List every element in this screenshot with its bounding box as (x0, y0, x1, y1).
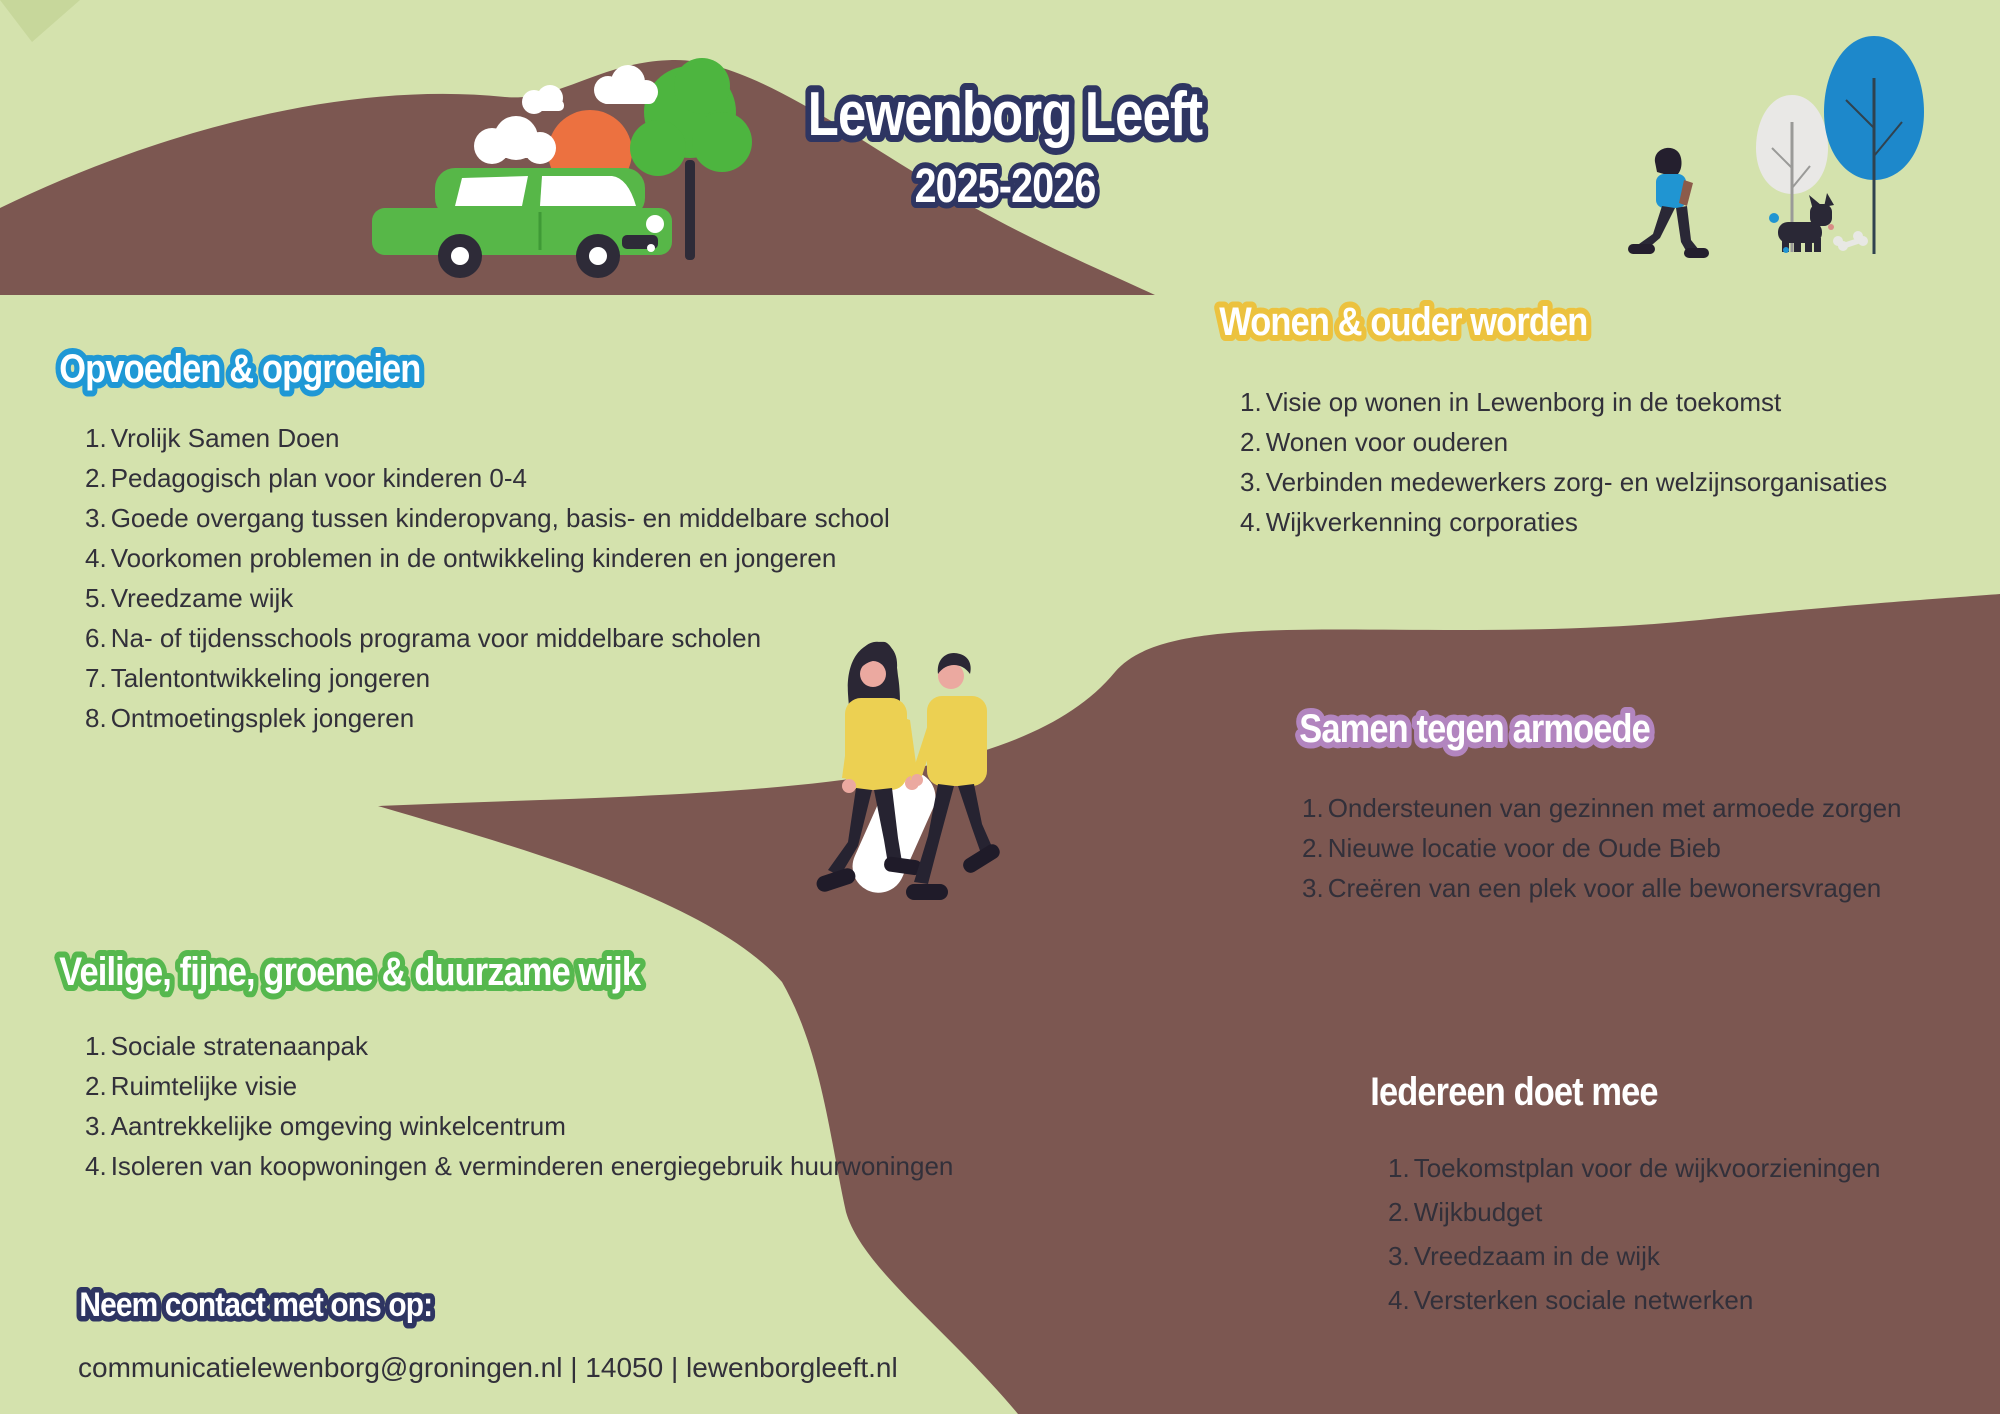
list-item: Vreedzaam in de wijk (1413, 1241, 1660, 1271)
panel-heading-wijk: Veilige, fijne, groene & duurzame wijk (59, 948, 641, 994)
walker-scene (1620, 20, 2000, 260)
list-item: Voorkomen problemen in de ontwikkeling kinderen en jongeren (110, 543, 837, 573)
list-item: Toekomstplan voor de wijkvoorzieningen (1413, 1153, 1881, 1183)
items-list-iedereen (1388, 1146, 1988, 1322)
panel-heading-wonen: Wonen & ouder worden (1219, 298, 1588, 344)
bone-icon (1833, 231, 1868, 251)
list-item: Visie op wonen in Lewenborg in de toekomst (1265, 387, 1782, 417)
list-item: Wijkverkenning corporaties (1265, 507, 1578, 537)
contact-info: communicatielewenborg@groningen.nl | 14050 | lewenborgleeft.nl (78, 1352, 898, 1383)
list-item: Versterken sociale netwerken (1413, 1285, 1754, 1315)
speech-tail (0, 0, 80, 42)
panel-heading-opvoeden: Opvoeden & opgroeien (59, 345, 421, 391)
list-item: Vrolijk Samen Doen (110, 423, 340, 453)
list-item: Creëren van een plek voor alle bewonersvragen (1327, 873, 1882, 903)
items-list-wonen (1240, 382, 1990, 542)
person-icon (906, 653, 1002, 900)
list-item: Isoleren van koopwoningen & verminderen energiegebruik huurwoningen (110, 1151, 954, 1181)
panel-heading-armoede: Samen tegen armoede (1299, 705, 1650, 751)
list-item: Verbinden medewerkers zorg- en welzijnsorganisaties (1265, 467, 1888, 497)
list-item: Ruimtelijke visie (110, 1071, 298, 1101)
couple-illustration (800, 630, 1040, 920)
list-item: Talentontwikkeling jongeren (110, 663, 431, 693)
person-icon (1628, 148, 1709, 258)
list-item: Goede overgang tussen kinderopvang, basis- en middelbare school (110, 503, 890, 533)
list-item: Wijkbudget (1413, 1197, 1543, 1227)
list-item: Pedagogisch plan voor kinderen 0-4 (110, 463, 527, 493)
panel-heading-iedereen: Iedereen doet mee (1370, 1068, 1658, 1114)
items-list-armoede (1302, 788, 1992, 908)
blue-tree-icon (1824, 36, 1924, 254)
contact-heading: Neem contact met ons op: (79, 1285, 433, 1324)
list-item: Ontmoetingsplek jongeren (110, 703, 415, 733)
dog-icon (1769, 193, 1834, 253)
items-list-wijk (85, 1026, 975, 1186)
list-item: Wonen voor ouderen (1265, 427, 1509, 457)
page-title: Lewenborg Leeft (807, 80, 1203, 150)
list-item: Nieuwe locatie voor de Oude Bieb (1327, 833, 1721, 863)
list-item: Sociale stratenaanpak (110, 1031, 368, 1061)
list-item: Na- of tijdensschools programa voor middelbare scholen (110, 623, 762, 653)
list-item: Vreedzame wijk (110, 583, 294, 613)
page-subtitle: 2025-2026 (914, 159, 1096, 213)
list-item: Ondersteunen van gezinnen met armoede zorgen (1327, 793, 1902, 823)
list-item: Aantrekkelijke omgeving winkelcentrum (110, 1111, 566, 1141)
